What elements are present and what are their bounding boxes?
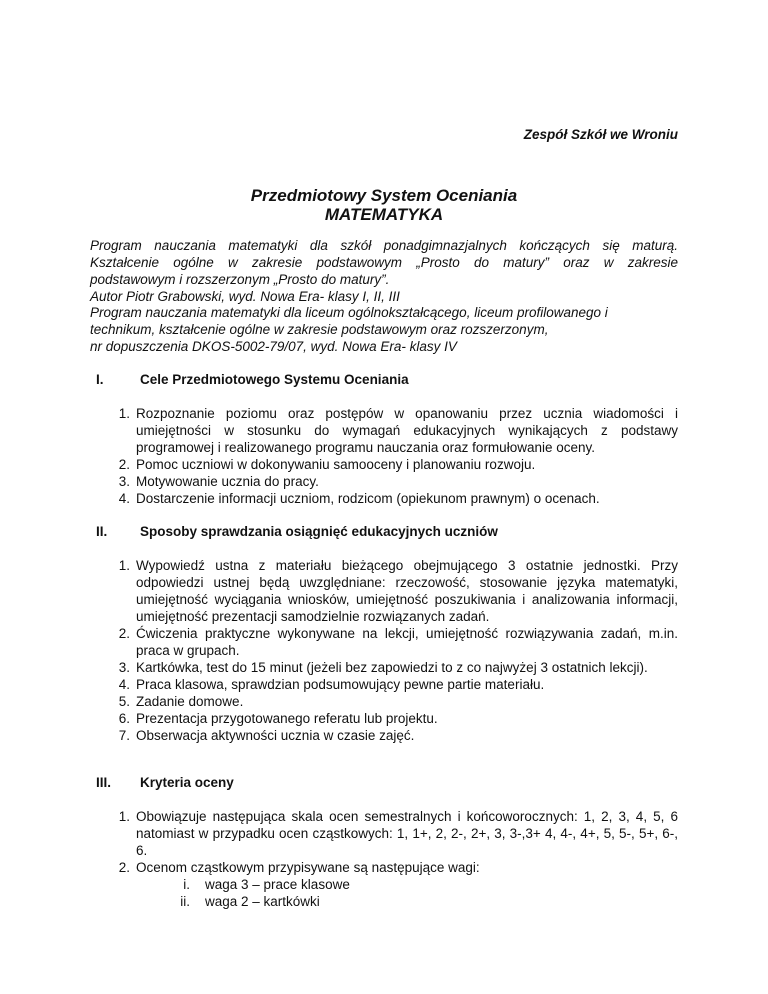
intro2-line: technikum, kształcenie ogólne w zakresie podstawowym oraz rozszerzonym, (90, 322, 549, 337)
intro1-line: Program nauczania matematyki dla szkół ponadgimnazjalnych kończących się maturą. (90, 238, 678, 253)
list-item: 1. Obowiązuje następująca skala ocen semestralnych i końcoworocznych: 1, 2, 3, 4, 5, 6 natomiast w przypadku ocen cząstkowych: 1, 1+, 2, 2-, 2+, 3, 3-,3+ 4, 4-, 4+, 5, 5-, 5+, 6-, 6. (118, 809, 678, 858)
intro1-line: Autor Piotr Grabowski, wyd. Nowa Era- klasy I, II, III (90, 289, 400, 304)
section-heading (90, 371, 409, 388)
section-title: Cele Przedmiotowego Systemu Oceniania (140, 372, 409, 387)
section-numeral: I. (96, 372, 104, 387)
list-item-text: Praca klasowa, sprawdzian podsumowujący pewne partie materiału. (136, 677, 545, 692)
intro1-line: Kształcenie ogólne w zakresie podstawowym „Prosto do matury” oraz w zakresie (90, 255, 678, 270)
list-item: 7. Obserwacja aktywności ucznia w czasie zajęć. (118, 728, 415, 743)
section-list (90, 557, 678, 744)
title-line-1: Przedmiotowy System Oceniania (250, 186, 518, 205)
section-list (90, 808, 678, 876)
sublist-item (90, 876, 678, 893)
list-item: 3. Kartkówka, test do 15 minut (jeżeli bez zapowiedzi to z co najwyżej 3 ostatnich lekcji). (118, 660, 648, 675)
list-item-text: Rozpoznanie poziomu oraz postępów w opanowaniu przez ucznia wiadomości i umiejętności w stosunku do wymagań edukacyjnych wynikających z podstawy programowej i realizowanego programu nauczania oraz formułowanie oceny. (136, 406, 678, 455)
section-title: Sposoby sprawdzania osiągnięć edukacyjnych uczniów (140, 524, 498, 539)
list-item-text: Kartkówka, test do 15 minut (jeżeli bez zapowiedzi to z co najwyżej 3 ostatnich lekcji). (136, 660, 648, 675)
intro2-line: Program nauczania matematyki dla liceum ogólnokształcącego, liceum profilowanego i (90, 305, 608, 320)
intro1-line: podstawowym i rozszerzonym „Prosto do matury”. (90, 272, 390, 287)
program-description-1 (90, 237, 678, 305)
list-item-text: Prezentacja przygotowanego referatu lub projektu. (136, 711, 438, 726)
section-title: Kryteria oceny (140, 775, 234, 790)
list-item-text: Obserwacja aktywności ucznia w czasie zajęć. (136, 728, 415, 743)
list-item: 3. Motywowanie ucznia do pracy. (118, 474, 319, 489)
list-item: 2. Ćwiczenia praktyczne wykonywane na lekcji, umiejętność rozwiązywania zadań, m.in. praca w grupach. (118, 626, 678, 658)
section-heading (90, 774, 234, 791)
school-name: Zespół Szkół we Wroniu (523, 127, 678, 142)
weights-sublist (90, 876, 678, 910)
list-item: 1. Wypowiedź ustna z materiału bieżącego obejmującego 3 ostatnie jednostki. Przy odpowiedzi ustnej będą uwzględniane: rzeczowość, stosowanie języka matematyki, umiejętność wyciągania wniosków, umiejętność poszukiwania i analizowania informacji, umiejętność prezentacji samodzielnie rozwiązanych zadań. (118, 558, 678, 624)
section-numeral: III. (96, 775, 112, 790)
sublist-item (90, 893, 678, 910)
sublist-numeral: i. (183, 877, 190, 892)
sublist-item-text: waga 3 – prace klasowe (205, 877, 350, 892)
list-item-text: Ćwiczenia praktyczne wykonywane na lekcji, umiejętność rozwiązywania zadań, m.in. praca w grupach. (136, 626, 678, 658)
list-item: 5. Zadanie domowe. (118, 694, 244, 709)
list-item-text: Ocenom cząstkowym przypisywane są następujące wagi: (136, 860, 480, 875)
list-item: 4. Dostarczenie informacji uczniom, rodzicom (opiekunom prawnym) o ocenach. (118, 491, 600, 506)
sublist-numeral: ii. (180, 894, 190, 909)
list-item-text: Obowiązuje następująca skala ocen semestralnych i końcoworocznych: 1, 2, 3, 4, 5, 6 natomiast w przypadku ocen cząstkowych: 1, 1+, 2, 2-, 2+, 3, 3-,3+ 4, 4-, 4+, 5, 5-, 5+, 6-, 6. (136, 809, 678, 858)
program-description-2 (90, 304, 678, 355)
list-item: 1. Rozpoznanie poziomu oraz postępów w opanowaniu przez ucznia wiadomości i umiejętności w stosunku do wymagań edukacyjnych wynikających z podstawy programowej i realizowanego programu nauczania oraz formułowanie oceny. (118, 406, 678, 455)
section-numeral: II. (96, 524, 108, 539)
list-item-text: Zadanie domowe. (136, 694, 244, 709)
sublist-item-text: waga 2 – kartkówki (205, 894, 320, 909)
list-item-text: Dostarczenie informacji uczniom, rodzicom (opiekunom prawnym) o ocenach. (136, 491, 600, 506)
list-item-text: Pomoc uczniowi w dokonywaniu samooceny i planowaniu rozwoju. (136, 457, 536, 472)
list-item: 4. Praca klasowa, sprawdzian podsumowujący pewne partie materiału. (118, 677, 545, 692)
list-item: 6. Prezentacja przygotowanego referatu lub projektu. (118, 711, 438, 726)
list-item-text: Wypowiedź ustna z materiału bieżącego obejmującego 3 ostatnie jednostki. Przy odpowiedzi ustnej będą uwzględniane: rzeczowość, stosowanie języka matematyki, umiejętność wyciągania wniosków, umiejętność poszukiwania i analizowania informacji, umiejętność prezentacji samodzielnie rozwiązanych zadań. (136, 558, 678, 624)
title-line-2: MATEMATYKA (324, 205, 444, 224)
section-heading (90, 523, 498, 540)
list-item: 2. Pomoc uczniowi w dokonywaniu samooceny i planowaniu rozwoju. (118, 457, 536, 472)
list-item: 2. Ocenom cząstkowym przypisywane są następujące wagi: (118, 860, 480, 875)
page-title (0, 186, 768, 224)
intro2-line: nr dopuszczenia DKOS-5002-79/07, wyd. Nowa Era- klasy IV (90, 339, 457, 354)
section-list (90, 405, 678, 507)
list-item-text: Motywowanie ucznia do pracy. (136, 474, 319, 489)
